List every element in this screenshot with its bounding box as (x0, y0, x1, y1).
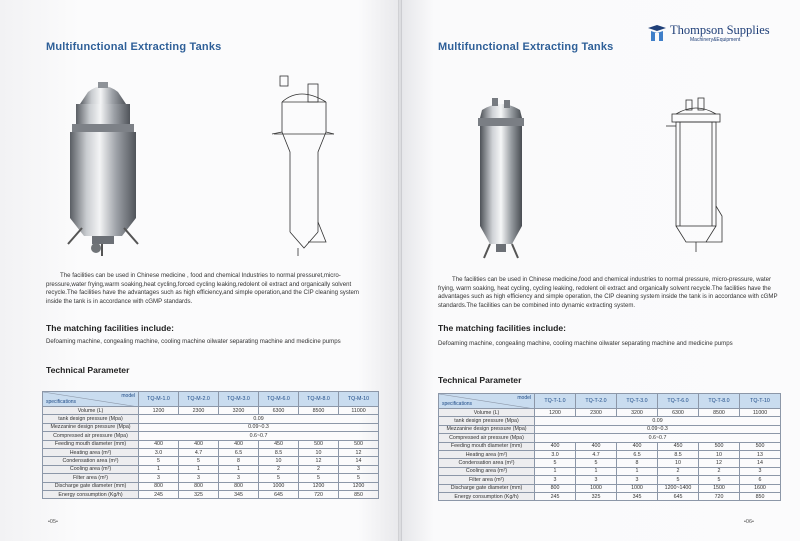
value-cell: 2 (299, 465, 339, 473)
value-cell: 5 (139, 457, 179, 465)
value-cell: 8.5 (658, 450, 699, 458)
value-cell: 1 (535, 467, 576, 475)
table-row (439, 467, 781, 475)
value-cell: 800 (139, 482, 179, 490)
row-label: Discharge gate diameter (mm) (439, 484, 535, 492)
table-row (439, 492, 781, 500)
row-label: Feeding mouth diameter (mm) (439, 442, 535, 450)
value-cell: 5 (658, 476, 699, 484)
value-cell: 850 (339, 490, 379, 498)
value-cell: 1600 (740, 484, 781, 492)
value-cell: 2 (699, 467, 740, 475)
value-cell: 2 (658, 467, 699, 475)
value-cell: 1000 (576, 484, 617, 492)
value-cell: 645 (259, 490, 299, 498)
value-cell: 2 (259, 465, 299, 473)
value-cell: 500 (699, 442, 740, 450)
table-row (43, 423, 379, 431)
table-row (439, 459, 781, 467)
value-cell: 800 (535, 484, 576, 492)
table-row (43, 415, 379, 423)
value-cell: 450 (658, 442, 699, 450)
value-cell: 6 (740, 476, 781, 484)
value-cell: 3 (576, 476, 617, 484)
value-cell: 8500 (699, 409, 740, 417)
value-cell: 10 (658, 459, 699, 467)
value-cell: 245 (535, 492, 576, 500)
table-row (439, 409, 781, 417)
value-cell: 500 (740, 442, 781, 450)
value-cell: 720 (699, 492, 740, 500)
value-cell: 1 (219, 465, 259, 473)
value-cell: 12 (339, 448, 379, 456)
model-header-cell: TQ-T-10 (740, 394, 781, 409)
value-cell: 10 (699, 450, 740, 458)
row-label: Condensation area (m²) (43, 457, 139, 465)
table-row (43, 457, 379, 465)
value-cell: 11000 (740, 409, 781, 417)
value-cell: 400 (179, 440, 219, 448)
value-cell: 1 (617, 467, 658, 475)
row-label: Discharge gate diameter (mm) (43, 482, 139, 490)
value-cell: 1 (179, 465, 219, 473)
value-cell: 2300 (576, 409, 617, 417)
merged-value-cell: 0.09 (535, 417, 781, 425)
extracting-tank-photo (62, 78, 144, 258)
row-label: Mezzanine design pressure (Mpa) (439, 425, 535, 433)
row-label: Volume (L) (439, 409, 535, 417)
row-label: Feeding mouth diameter (mm) (43, 440, 139, 448)
left-page (0, 0, 398, 541)
table-row (43, 432, 379, 440)
extracting-tank-photo (470, 96, 532, 260)
value-cell: 245 (139, 490, 179, 498)
value-cell: 400 (535, 442, 576, 450)
row-label: Heating area (m²) (43, 448, 139, 456)
row-label: Energy consumption (Kg/h) (43, 490, 139, 498)
value-cell: 720 (299, 490, 339, 498)
value-cell: 345 (617, 492, 658, 500)
value-cell: 850 (740, 492, 781, 500)
right-facilities-text: Defoaming machine, congealing machine, cooling machine oilwater separating machine and medicine pumps (438, 340, 733, 347)
right-facilities-heading: The matching facilities include: (438, 323, 566, 333)
value-cell: 3 (535, 476, 576, 484)
model-header-cell: TQ-M-3.0 (219, 392, 259, 407)
row-label: tank design pressure (Mpa) (439, 417, 535, 425)
right-spec-table (438, 393, 781, 501)
value-cell: 5 (699, 476, 740, 484)
table-row (43, 465, 379, 473)
brand-subtitle: Machinery&Equipment (690, 37, 741, 43)
value-cell: 14 (740, 459, 781, 467)
extracting-tank-drawing (666, 96, 726, 256)
brand-mark-icon (646, 22, 668, 44)
brand-logo (646, 22, 796, 44)
value-cell: 6300 (658, 409, 699, 417)
value-cell: 450 (259, 440, 299, 448)
corner-spec-label: specifications (46, 399, 77, 405)
value-cell: 4.7 (576, 450, 617, 458)
model-header-cell: TQ-M-8.0 (299, 392, 339, 407)
value-cell: 3.0 (139, 448, 179, 456)
table-row (439, 425, 781, 433)
value-cell: 1200 (339, 482, 379, 490)
value-cell: 5 (576, 459, 617, 467)
value-cell: 8500 (299, 407, 339, 415)
value-cell: 3 (139, 474, 179, 482)
value-cell: 800 (219, 482, 259, 490)
value-cell: 645 (658, 492, 699, 500)
table-row (439, 442, 781, 450)
value-cell: 800 (179, 482, 219, 490)
row-label: Filter area (m²) (439, 476, 535, 484)
value-cell: 3.0 (535, 450, 576, 458)
value-cell: 500 (299, 440, 339, 448)
value-cell: 400 (576, 442, 617, 450)
value-cell: 3 (740, 467, 781, 475)
merged-value-cell: 0.09 (139, 415, 379, 423)
table-row (439, 476, 781, 484)
corner-spec-label: specifications (442, 401, 473, 407)
table-header-row (439, 394, 781, 409)
merged-value-cell: 0.09~0.3 (535, 425, 781, 433)
row-label: Filter area (m²) (43, 474, 139, 482)
value-cell: 325 (179, 490, 219, 498)
row-label: Condensation area (m²) (439, 459, 535, 467)
table-row (43, 482, 379, 490)
table-row (439, 417, 781, 425)
model-header-cell: TQ-T-6.0 (658, 394, 699, 409)
table-row (43, 490, 379, 498)
model-header-cell: TQ-T-3.0 (617, 394, 658, 409)
table-row (439, 450, 781, 458)
value-cell: 5 (259, 474, 299, 482)
table-row (43, 407, 379, 415)
value-cell: 1 (139, 465, 179, 473)
value-cell: 1200 (139, 407, 179, 415)
left-page-title: Multifunctional Extracting Tanks (46, 41, 222, 53)
value-cell: 4.7 (179, 448, 219, 456)
extracting-tank-drawing (268, 72, 340, 258)
value-cell: 8 (219, 457, 259, 465)
left-description: The facilities can be used in Chinese medicine , food and chemical Industries to normal pressuret,micro-pressure,water frying,warm soaking,heat cycling,forced cycling leaking,redolent oil extract and organically solvent recycle.The facilities have the advantages such as high efficiency,and simple operation,and the CIP cleaning system inside the tank is in accordance with cGMP standards. (46, 272, 359, 305)
left-facilities-heading: The matching facilities include: (46, 323, 174, 333)
table-corner-cell (439, 394, 535, 409)
model-header-cell: TQ-M-6.0 (259, 392, 299, 407)
table-corner-cell (43, 392, 139, 407)
table-header-row (43, 392, 379, 407)
left-facilities-text: Defoaming machine, congealing machine, cooling machine oilwater separating machine and medicine pumps (46, 338, 341, 345)
model-header-cell: TQ-M-10 (339, 392, 379, 407)
value-cell: 3 (339, 465, 379, 473)
value-cell: 1000 (617, 484, 658, 492)
table-row (43, 448, 379, 456)
value-cell: 1200~1400 (658, 484, 699, 492)
value-cell: 3 (617, 476, 658, 484)
value-cell: 400 (139, 440, 179, 448)
right-tech-heading: Technical Parameter (438, 375, 522, 385)
left-page-number: •05• (48, 519, 58, 525)
left-spec-table (42, 391, 379, 499)
brand-name: Thompson Supplies (670, 23, 770, 37)
value-cell: 5 (535, 459, 576, 467)
value-cell: 10 (259, 457, 299, 465)
value-cell: 500 (339, 440, 379, 448)
value-cell: 325 (576, 492, 617, 500)
row-label: Cooling area (m²) (43, 465, 139, 473)
left-tech-heading: Technical Parameter (46, 365, 130, 375)
value-cell: 12 (699, 459, 740, 467)
right-page (402, 0, 800, 541)
value-cell: 1200 (299, 482, 339, 490)
value-cell: 1000 (259, 482, 299, 490)
model-header-cell: TQ-M-2.0 (179, 392, 219, 407)
row-label: Mezzanine design pressure (Mpa) (43, 423, 139, 431)
model-header-cell: TQ-T-2.0 (576, 394, 617, 409)
table-row (439, 484, 781, 492)
row-label: Compressed air pressure (Mpa) (439, 434, 535, 442)
value-cell: 2300 (179, 407, 219, 415)
value-cell: 1500 (699, 484, 740, 492)
row-label: tank design pressure (Mpa) (43, 415, 139, 423)
merged-value-cell: 0.6~0.7 (535, 434, 781, 442)
value-cell: 5 (339, 474, 379, 482)
corner-model-label: model (121, 393, 135, 399)
value-cell: 3 (219, 474, 259, 482)
right-page-number: •06• (744, 519, 754, 525)
right-description: The facilities can be used in Chinese medicine,food and chemical industries to normal pressure, micro-pressure, water frying, warm soaking, heat cycling, cycling leaking, redolent oil extract and organically solvent recycle.The facilities have the advantages such as high efficiency and simple operation, the CIP cleaning system inside the tank is in accordance with cGMP standards.The facilities can be combined into dynamic extracting system. (438, 276, 778, 309)
row-label: Heating area (m²) (439, 450, 535, 458)
value-cell: 14 (339, 457, 379, 465)
row-label: Compressed air pressure (Mpa) (43, 432, 139, 440)
model-header-cell: TQ-T-8.0 (699, 394, 740, 409)
row-label: Cooling area (m²) (439, 467, 535, 475)
merged-value-cell: 0.6~0.7 (139, 432, 379, 440)
right-page-title: Multifunctional Extracting Tanks (438, 41, 614, 53)
value-cell: 3200 (219, 407, 259, 415)
row-label: Volume (L) (43, 407, 139, 415)
value-cell: 3200 (617, 409, 658, 417)
model-header-cell: TQ-T-1.0 (535, 394, 576, 409)
value-cell: 8.5 (259, 448, 299, 456)
value-cell: 10 (299, 448, 339, 456)
value-cell: 5 (179, 457, 219, 465)
value-cell: 5 (299, 474, 339, 482)
value-cell: 6.5 (617, 450, 658, 458)
value-cell: 12 (299, 457, 339, 465)
model-header-cell: TQ-M-1.0 (139, 392, 179, 407)
value-cell: 345 (219, 490, 259, 498)
value-cell: 6.5 (219, 448, 259, 456)
value-cell: 400 (219, 440, 259, 448)
value-cell: 6300 (259, 407, 299, 415)
value-cell: 1 (576, 467, 617, 475)
table-row (439, 434, 781, 442)
value-cell: 400 (617, 442, 658, 450)
table-row (43, 440, 379, 448)
row-label: Energy consumption (Kg/h) (439, 492, 535, 500)
value-cell: 11000 (339, 407, 379, 415)
value-cell: 8 (617, 459, 658, 467)
table-row (43, 474, 379, 482)
corner-model-label: model (517, 395, 531, 401)
merged-value-cell: 0.09~0.3 (139, 423, 379, 431)
value-cell: 1200 (535, 409, 576, 417)
value-cell: 13 (740, 450, 781, 458)
value-cell: 3 (179, 474, 219, 482)
